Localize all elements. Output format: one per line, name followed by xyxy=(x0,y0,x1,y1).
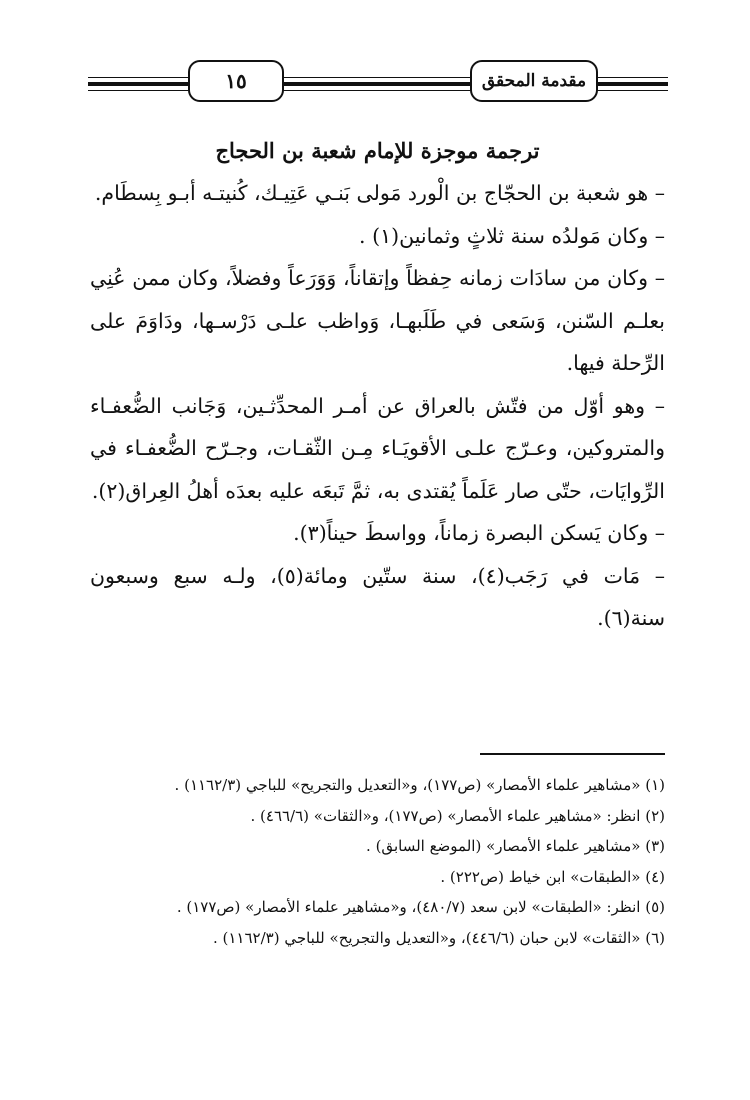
footnote-separator xyxy=(480,753,665,755)
paragraph-name: – هو شعبة بن الحجّاج بن الْورد مَولى بَنـي عَتِيـك، كُنيتـه أبـو بِسطَام. xyxy=(94,181,665,205)
footnote-5: (٥) انظر: «الطبقات» لابن سعد (٤٨٠/٧)، و«مشاهير علماء الأمصار» (ص١٧٧) . xyxy=(176,898,665,916)
section-title: ترجمة موجزة للإمام شعبة بن الحجاج xyxy=(215,138,540,163)
footnote-1: (١) «مشاهير علماء الأمصار» (ص١٧٧)، و«التعديل والتجريح» للباجي (١١٦٢/٣) . xyxy=(174,776,665,794)
body-text xyxy=(90,172,665,640)
footnote-6: (٦) «الثقات» لابن حبان (٤٤٦/٦)، و«التعديل والتجريح» للباجي (١١٦٢/٣) . xyxy=(212,928,665,947)
footnote-3: (٣) «مشاهير علماء الأمصار» (الموضع السابق) . xyxy=(366,837,665,855)
running-title: مقدمة المحقق xyxy=(470,60,598,102)
footnotes xyxy=(90,770,665,953)
footnote-2: (٢) انظر: «مشاهير علماء الأمصار» (ص١٧٧)، و«الثقات» (٤٦٦/٦) . xyxy=(250,806,665,825)
paragraph-birth: – وكان مَولدُه سنة ثلاثٍ وثمانين(١) . xyxy=(359,223,665,248)
page-number: ١٥ xyxy=(188,60,284,102)
paragraph-residence: – وكان يَسكن البصرة زماناً، وواسطَ حيناً(٣). xyxy=(293,521,665,545)
paragraph-virtues: – وكان من سادَات زمانه حِفظاً وإتقاناً، وَوَرَعاً وفضلاً، وكان ممن عُنِي بعلـم السّنن، وَسَعى في طَلَبهـا، وَواظب علـى دَرْسـها، ودَاوَمَ على الرِّحلة فيها. xyxy=(90,266,665,375)
paragraph-criticism: – وهو أوّل من فتّش بالعراق عن أمـر المحدِّثـين، وَجَانب الضُّعفـاء والمتروكين، وعـرّج علـى الأقويَـاء مِـن الثّقـات، وجـرّح الضُّعفـاء في الرِّوايَات، حتّى صار عَلَماً يُقتدى به، ثمَّ تَبعَه عليه بعدَه أهلُ العِراق(٢). xyxy=(90,393,665,503)
paragraph-death: – مَات في رَجَب(٤)، سنة ستّين ومائة(٥)، ولـه سبع وسبعون سنة(٦). xyxy=(90,563,665,630)
page-header xyxy=(88,60,668,108)
footnote-4: (٤) «الطبقات» ابن خياط (ص٢٢٢) . xyxy=(440,867,665,886)
